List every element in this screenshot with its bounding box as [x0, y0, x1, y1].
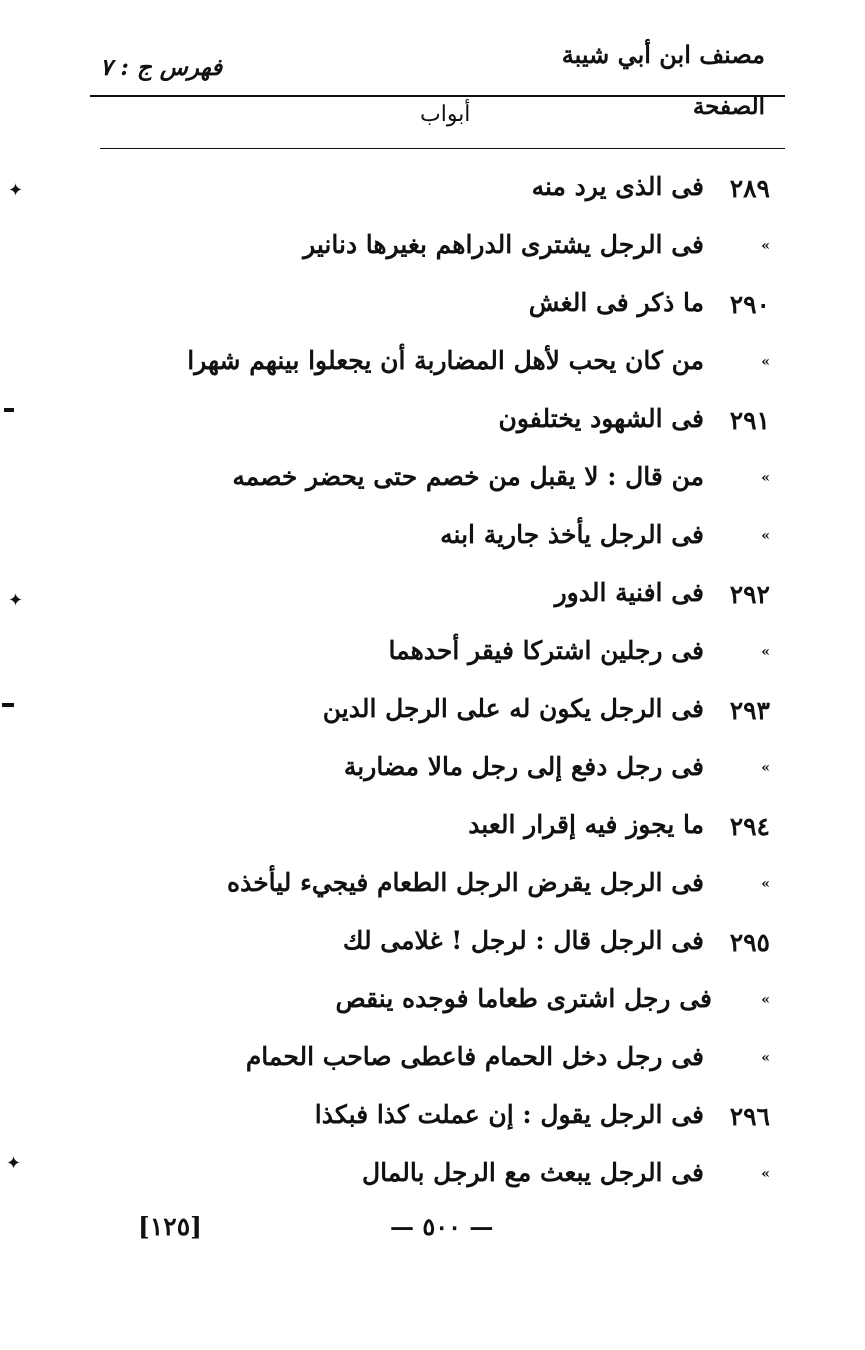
index-volume-label: فهرس ج : ٧ — [100, 54, 223, 81]
scan-mark-dash — [4, 408, 14, 412]
index-entry — [70, 576, 770, 624]
entry-page: ٢٩١ — [729, 406, 770, 435]
entry-title: فى الذى يرد منه — [531, 172, 704, 201]
index-entry — [70, 344, 770, 392]
entry-title: فى الرجل يأخذ جارية ابنه — [440, 520, 704, 549]
index-entries — [70, 160, 770, 1200]
columns-rule — [100, 148, 785, 149]
entry-page: ٢٩٢ — [729, 580, 770, 609]
entry-title: ما يجوز فيه إقرار العبد — [468, 810, 704, 839]
entry-title: فى رجل دخل الحمام فاعطى صاحب الحمام — [245, 1042, 704, 1071]
entry-page: » — [761, 470, 770, 486]
entry-page: » — [761, 354, 770, 370]
index-entry — [70, 228, 770, 276]
entry-title: فى الرجل يبعث مع الرجل بالمال — [361, 1158, 704, 1187]
entry-title: فى الرجل يكون له على الرجل الدين — [322, 694, 704, 723]
scan-mark-star: ✦ — [8, 590, 24, 611]
entry-title: من قال : لا يقبل من خصم حتى يحضر خصمه — [232, 462, 704, 491]
entry-title: فى الرجل يشترى الدراهم بغيرها دنانير — [303, 230, 704, 259]
entry-title: من كان يحب لأهل المضاربة أن يجعلوا بينهم شهرا — [187, 346, 704, 375]
index-entry — [70, 286, 770, 334]
index-entry — [70, 866, 770, 914]
entry-title: فى افنية الدور — [554, 578, 704, 607]
entry-page: » — [761, 992, 770, 1008]
entry-page: » — [761, 1050, 770, 1066]
entry-page: ٢٩٦ — [729, 1102, 770, 1131]
index-entry — [70, 982, 770, 1030]
index-entry — [70, 1098, 770, 1146]
original-page-number: [١٢٥] — [138, 1212, 202, 1241]
header-rule — [90, 95, 785, 97]
index-entry — [70, 1040, 770, 1088]
entry-title: فى رجلين اشتركا فيقر أحدهما — [388, 636, 704, 665]
entry-page: » — [761, 876, 770, 892]
entry-page: » — [761, 238, 770, 254]
entry-title: فى رجل دفع إلى رجل مالا مضاربة — [343, 752, 704, 781]
entry-page: ٢٩٤ — [729, 812, 770, 841]
page-column-heading: الصفحة — [692, 93, 765, 120]
entry-page: » — [761, 528, 770, 544]
index-entry — [70, 402, 770, 450]
entry-page: » — [761, 760, 770, 776]
index-entry — [70, 460, 770, 508]
entry-page: » — [761, 1166, 770, 1182]
index-entry — [70, 1156, 770, 1204]
entry-title: فى الرجل يقول : إن عملت كذا فبكذا — [314, 1100, 704, 1129]
index-entry — [70, 924, 770, 972]
scan-mark-star: ✦ — [8, 180, 24, 201]
entry-page: ٢٨٩ — [729, 174, 770, 203]
page-number: — ٥٠٠ — — [390, 1212, 494, 1241]
entry-page: ٢٩٠ — [729, 290, 770, 319]
index-entry — [70, 518, 770, 566]
entry-page: » — [761, 644, 770, 660]
entry-page: ٢٩٥ — [729, 928, 770, 957]
scan-mark-dash — [2, 703, 14, 707]
index-entry — [70, 750, 770, 798]
book-title: مصنف ابن أبي شيبة — [561, 40, 765, 69]
scan-mark-star: ✦ — [6, 1153, 22, 1174]
index-entry — [70, 808, 770, 856]
index-entry — [70, 692, 770, 740]
entry-title: فى الشهود يختلفون — [498, 404, 704, 433]
index-entry — [70, 634, 770, 682]
entry-title: ما ذكر فى الغش — [528, 288, 704, 317]
entry-title: فى رجل اشترى طعاما فوجده ينقص — [335, 984, 712, 1013]
index-entry — [70, 170, 770, 218]
entry-title: فى الرجل يقرض الرجل الطعام فيجيء ليأخذه — [226, 868, 704, 897]
chapters-column-heading: أبواب — [420, 102, 471, 127]
entry-page: ٢٩٣ — [729, 696, 770, 725]
entry-title: فى الرجل قال : لرجل ! غلامى لك — [342, 926, 704, 955]
